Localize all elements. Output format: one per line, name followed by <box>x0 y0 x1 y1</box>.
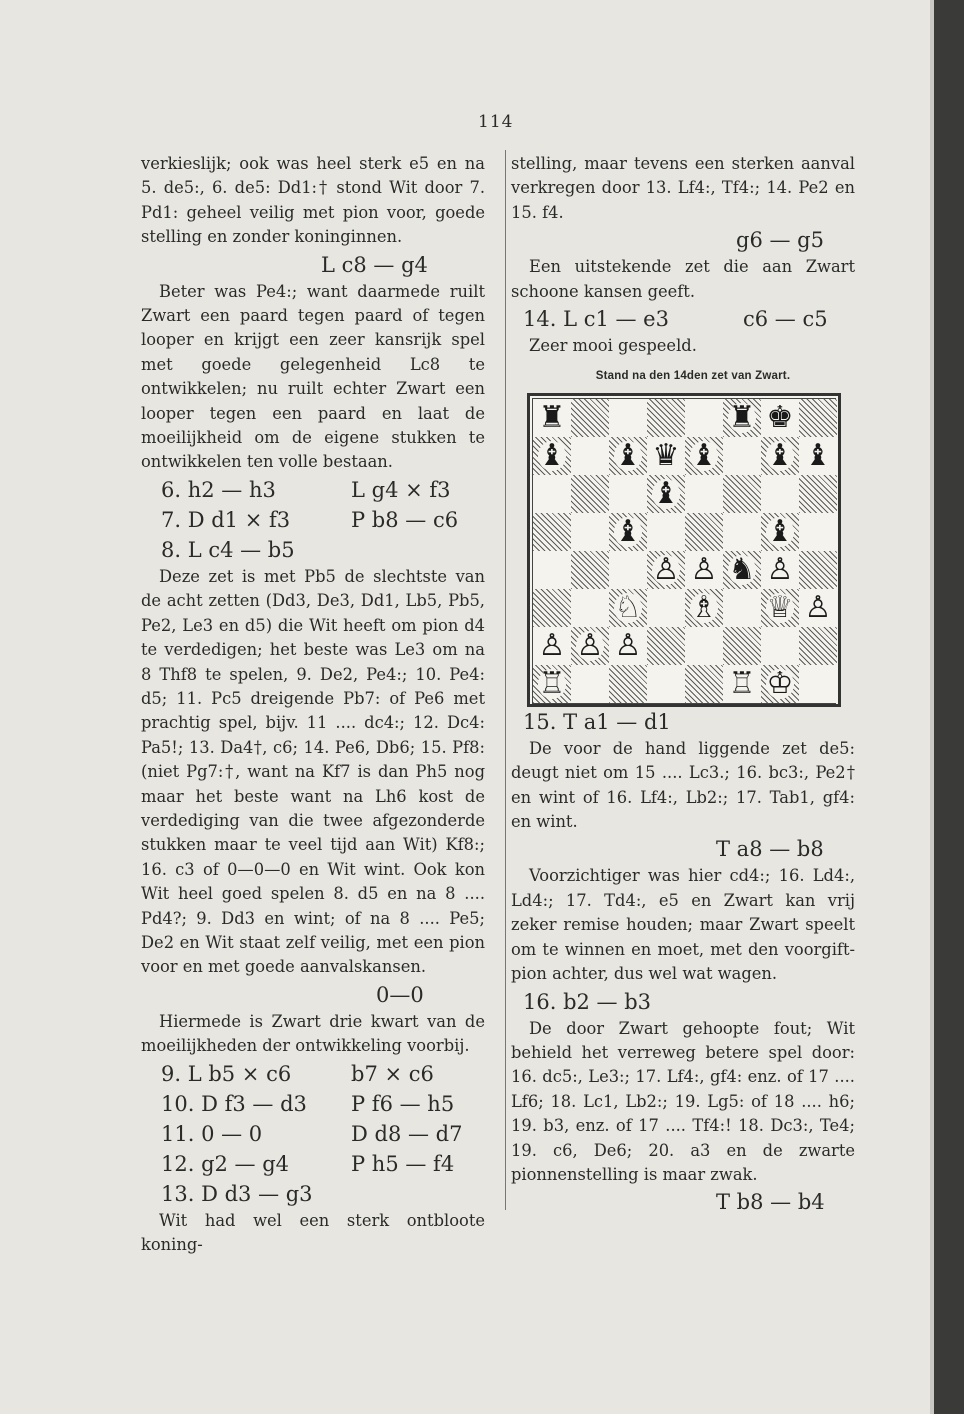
chess-piece: ♗ <box>690 589 718 625</box>
board-square <box>761 399 799 437</box>
board-square <box>799 589 837 627</box>
board-square <box>685 551 723 589</box>
board-square <box>609 513 647 551</box>
board-square <box>609 475 647 513</box>
board-square <box>533 475 571 513</box>
white-move: 13. D d3 — g3 <box>161 1181 313 1206</box>
chess-piece: ♔ <box>766 665 794 701</box>
board-square <box>799 513 837 551</box>
board-square <box>571 665 609 703</box>
board-square <box>761 551 799 589</box>
white-move: 8. L c4 — b5 <box>161 537 295 562</box>
board-square <box>723 627 761 665</box>
board-square <box>685 475 723 513</box>
chess-piece: ♞ <box>728 551 756 587</box>
board-square <box>799 399 837 437</box>
board-square <box>533 437 571 475</box>
board-square <box>533 627 571 665</box>
chess-piece: ♝ <box>766 513 794 549</box>
paragraph: verkieslijk; ook was heel sterk e5 en na 5. de5:, 6. de5: Dd1:† stond Wit door 7. Pd1: geheel veilig met pion voor, goede stelling en zonder koninginnen. <box>141 154 485 247</box>
chess-piece: ♜ <box>538 399 566 435</box>
move-line <box>141 535 485 565</box>
chess-piece: ♙ <box>538 627 566 663</box>
board-square <box>685 437 723 475</box>
board-square <box>761 589 799 627</box>
white-move: 12. g2 — g4 <box>161 1151 290 1176</box>
black-move: b7 × c6 <box>351 1061 434 1086</box>
chess-piece: ♚ <box>766 399 794 435</box>
chess-piece: ♛ <box>652 437 680 473</box>
move-line: L c8 — g4 <box>321 252 428 277</box>
move-line: g6 — g5 <box>736 228 824 253</box>
white-move: 7. D d1 × f3 <box>161 507 291 532</box>
chess-piece: ♖ <box>728 665 756 701</box>
board-square <box>571 475 609 513</box>
white-move: 11. 0 — 0 <box>161 1121 263 1146</box>
board-square <box>609 665 647 703</box>
board-square <box>647 513 685 551</box>
paragraph: Hiermede is Zwart drie kwart van de moeilijkheden der ontwikkeling voorbij. <box>141 1011 485 1056</box>
chess-piece: ♝ <box>766 437 794 473</box>
paragraph: Een uitstekende zet die aan Zwart schoone kansen geeft. <box>511 257 855 301</box>
board-square <box>571 513 609 551</box>
board-square <box>761 513 799 551</box>
board-square <box>761 627 799 665</box>
chess-piece: ♝ <box>614 513 642 549</box>
diagram-title: Stand na den 14den zet van Zwart. <box>595 370 791 383</box>
chess-piece: ♙ <box>576 627 604 663</box>
left-column <box>141 152 485 1257</box>
white-move: 14. L c1 — e3 <box>523 307 669 332</box>
black-move: L g4 × f3 <box>351 477 451 502</box>
white-move: 16. b2 — b3 <box>523 989 652 1014</box>
board-square <box>647 475 685 513</box>
chess-piece: ♙ <box>614 627 642 663</box>
board-square <box>571 551 609 589</box>
board-square <box>647 399 685 437</box>
move-line <box>141 505 485 535</box>
chess-piece: ♝ <box>804 437 832 473</box>
white-move: 10. D f3 — d3 <box>161 1091 307 1116</box>
paragraph: Deze zet is met Pb5 de slechtste van de acht zetten (Dd3, De3, Dd1, Lb5, Pb5, Pe2, Le3 en d5) die Wit heeft om pion d4 te verdedigen; het beste was Le3 om na 8 Thf8 te spelen, 9. De2, Pe4:; 10. Pe4: d5; 11. Pc5 dreigende Pb7: of Pe6 met prachtig spel, bijv. 11 .... dc4:; 12. Dc4: Pa5!; 13. Da4†, c6; 14. Pe6, Db6; 15. Pf8: (niet Pg7:†, want na Kf7 is dan Ph5 nog maar het beste want na Lh6 kost de verdediging van die twee afgezonderde stukken maar te veel tijd aan Wit) Kf8:; 16. c3 of 0—0—0 en Wit wint. Ook kon Wit heel goed spelen 8. d5 en na 8 .... Pd4?; 9. Dd3 en wint; of na 8 .... Pe5; De2 en Wit staat zelf veilig, met een pion voor en met goede aanvalskansen. <box>141 566 485 977</box>
board-square <box>723 475 761 513</box>
chess-piece: ♝ <box>690 437 718 473</box>
chess-piece: ♕ <box>766 589 794 625</box>
chess-piece: ♝ <box>652 475 680 511</box>
move-line <box>141 1149 485 1179</box>
board-square <box>761 475 799 513</box>
paragraph: De voor de hand liggende zet de5: deugt niet om 15 .... Lc3.; 16. bc3:, Pe2† en wint of 16. Lf4:, Lb2:; 17. Tab1, gf4: en wint. <box>511 738 855 832</box>
chess-piece: ♝ <box>538 437 566 473</box>
paragraph: Beter was Pe4:; want daarmede ruilt Zwart een paard tegen paard of tegen looper en krijgt een zeer kansrijk spel met goede gelegenheid Lc8 te ontwikkelen; nu ruilt echter Zwart een looper tegen een paard en laat de moeilijkheid om de eigene stukken te ontwikkelen ten volle bestaan. <box>141 281 485 472</box>
board-square <box>647 665 685 703</box>
board-square <box>761 665 799 703</box>
board-square <box>647 551 685 589</box>
board-square <box>685 627 723 665</box>
board-square <box>723 589 761 627</box>
move-line <box>511 987 855 1017</box>
chess-piece: ♘ <box>614 589 642 625</box>
board-square <box>723 399 761 437</box>
move-line: T b8 — b4 <box>716 1190 825 1215</box>
board-square <box>533 551 571 589</box>
black-move: P h5 — f4 <box>351 1151 455 1176</box>
board-square <box>609 551 647 589</box>
move-line <box>511 304 855 334</box>
board-square <box>685 399 723 437</box>
paragraph: De door Zwart gehoopte fout; Wit behield het verreweg betere spel door: 16. dc5:, Le3:; 17. Lf4:, gf4: enz. of 17 .... Lf6; 18. Lc1, Lb2:; 19. Lg5: of 18 .... h6; 19. b3, enz. of 17 .... Tf4:! 18. Dc3:, Te4; 19. c6, De6; 20. a3 en de zwarte pionnenstelling is maar zwak. <box>511 1018 855 1184</box>
board-square <box>647 437 685 475</box>
chess-piece: ♙ <box>804 589 832 625</box>
board-square <box>799 665 837 703</box>
board-square <box>723 513 761 551</box>
move-line <box>141 1119 485 1149</box>
move-line: T a8 — b8 <box>716 837 824 862</box>
black-move: D d8 — d7 <box>351 1121 463 1146</box>
chess-piece: ♙ <box>652 551 680 587</box>
board-square <box>609 589 647 627</box>
board-square <box>685 513 723 551</box>
black-move: c6 — c5 <box>743 307 828 332</box>
board-square <box>685 665 723 703</box>
move-line <box>141 475 485 505</box>
board-square <box>685 589 723 627</box>
board-square <box>799 627 837 665</box>
board-square <box>799 551 837 589</box>
chess-piece: ♙ <box>690 551 718 587</box>
board-square <box>761 437 799 475</box>
page-number: 114 <box>478 112 514 132</box>
board-square <box>723 437 761 475</box>
move-line <box>511 707 855 737</box>
paragraph: Zeer mooi gespeeld. <box>529 336 697 356</box>
board-square <box>533 665 571 703</box>
board-square <box>723 551 761 589</box>
black-move: P b8 — c6 <box>351 507 459 532</box>
board-square <box>609 437 647 475</box>
move-line <box>141 1059 485 1089</box>
board-square <box>571 627 609 665</box>
chess-piece: ♖ <box>538 665 566 701</box>
white-move: 15. T a1 — d1 <box>523 709 671 734</box>
board-square <box>799 475 837 513</box>
board-square <box>533 513 571 551</box>
paragraph: Voorzichtiger was hier cd4:; 16. Ld4:, Ld4:; 17. Td4:, e5 en Zwart kan vrij zeker remise houden; maar Zwart speelt om te winnen en moet, met den voorgift-pion achter, dus wel wat wagen. <box>511 866 855 984</box>
white-move: 9. L b5 × c6 <box>161 1061 292 1086</box>
black-move: P f6 — h5 <box>351 1091 455 1116</box>
column-divider <box>505 150 506 1210</box>
board-square <box>571 589 609 627</box>
chess-piece: ♙ <box>766 551 794 587</box>
board-square <box>647 589 685 627</box>
board-square <box>571 437 609 475</box>
board-square <box>533 589 571 627</box>
board-square <box>533 399 571 437</box>
board-square <box>609 399 647 437</box>
board-square <box>571 399 609 437</box>
paragraph: Wit had wel een sterk ontbloote koning- <box>141 1210 485 1254</box>
right-column <box>511 152 855 1217</box>
chess-diagram <box>527 393 841 707</box>
white-move: 6. h2 — h3 <box>161 477 276 502</box>
chess-piece: ♝ <box>614 437 642 473</box>
move-line <box>141 1179 485 1209</box>
chess-piece: ♜ <box>728 399 756 435</box>
board-square <box>647 627 685 665</box>
move-line: 0—0 <box>376 982 424 1007</box>
board-square <box>723 665 761 703</box>
move-line <box>141 1089 485 1119</box>
board-square <box>609 627 647 665</box>
paragraph: stelling, maar tevens een sterken aanval verkregen door 13. Lf4:, Tf4:; 14. Pe2 en 15. f4. <box>511 154 855 222</box>
page-edge <box>930 0 964 1414</box>
chess-board <box>532 398 836 704</box>
board-square <box>799 437 837 475</box>
